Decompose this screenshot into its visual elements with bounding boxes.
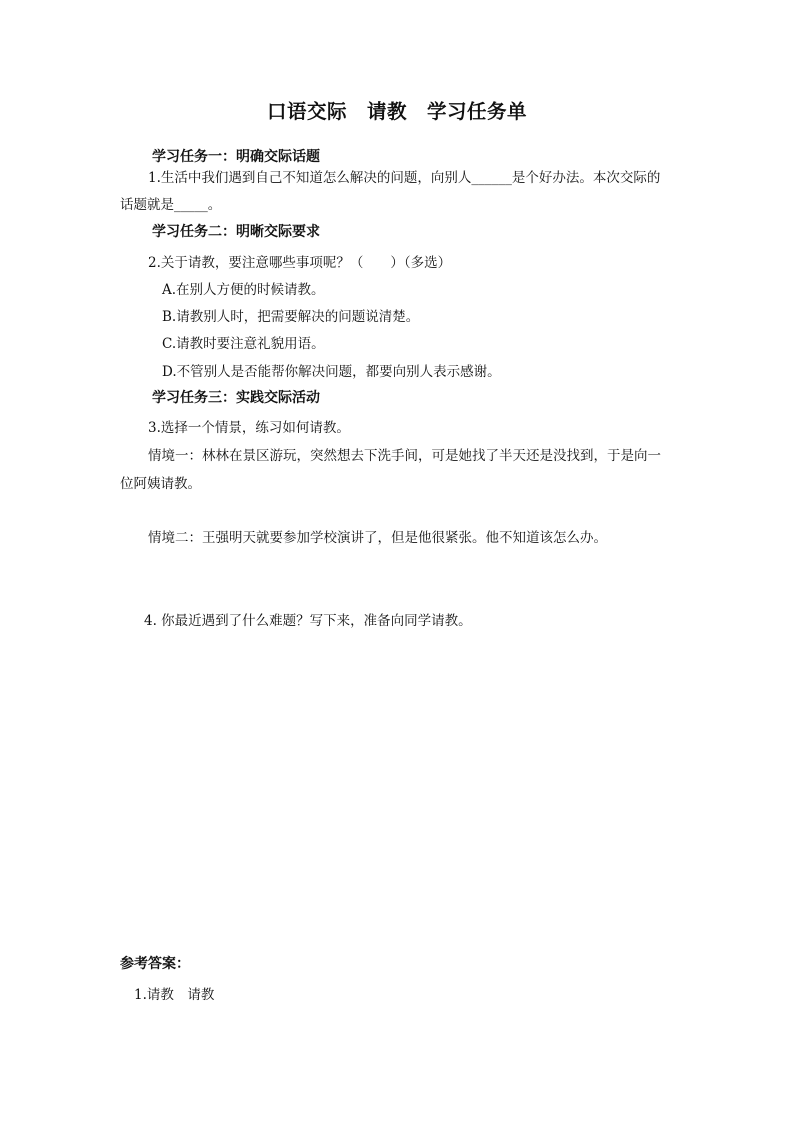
- question-4: 4. 你最近遇到了什么难题？写下来，准备向同学请教。: [144, 613, 472, 629]
- question-1-line-1: 1.生活中我们遇到自己不知道怎么解决的问题，向别人______是个好办法。本次交际的: [148, 170, 661, 186]
- option-d: D.不管别人是否能帮你解决问题，都要向别人表示感谢。: [162, 364, 501, 380]
- question-1-line-2: 话题就是_____。: [120, 197, 222, 213]
- task3-heading: 学习任务三：实践交际活动: [152, 390, 320, 406]
- question-3: 3.选择一个情景，练习如何请教。: [148, 420, 350, 436]
- task1-heading: 学习任务一：明确交际话题: [152, 149, 320, 165]
- scene-2: 情境二：王强明天就要参加学校演讲了，但是他很紧张。他不知道该怎么办。: [148, 530, 607, 546]
- scene-1-line-2: 位阿姨请教。: [120, 476, 201, 492]
- scene-1-line-1: 情境一：林林在景区游玩，突然想去下洗手间，可是她找了半天还是没找到，于是向一: [148, 448, 661, 464]
- answers-heading: 参考答案：: [120, 956, 190, 972]
- option-b: B.请教别人时，把需要解决的问题说清楚。: [162, 309, 420, 325]
- question-2: 2.关于请教，要注意哪些事项呢？（ ）（多选）: [148, 255, 452, 271]
- task2-heading: 学习任务二：明晰交际要求: [152, 224, 320, 240]
- page-title: 口语交际 请教 学习任务单: [266, 100, 527, 123]
- option-a: A.在别人方便的时候请教。: [162, 282, 325, 298]
- answer-1: 1.请教 请教: [134, 987, 215, 1003]
- option-c: C.请教时要注意礼貌用语。: [162, 336, 325, 352]
